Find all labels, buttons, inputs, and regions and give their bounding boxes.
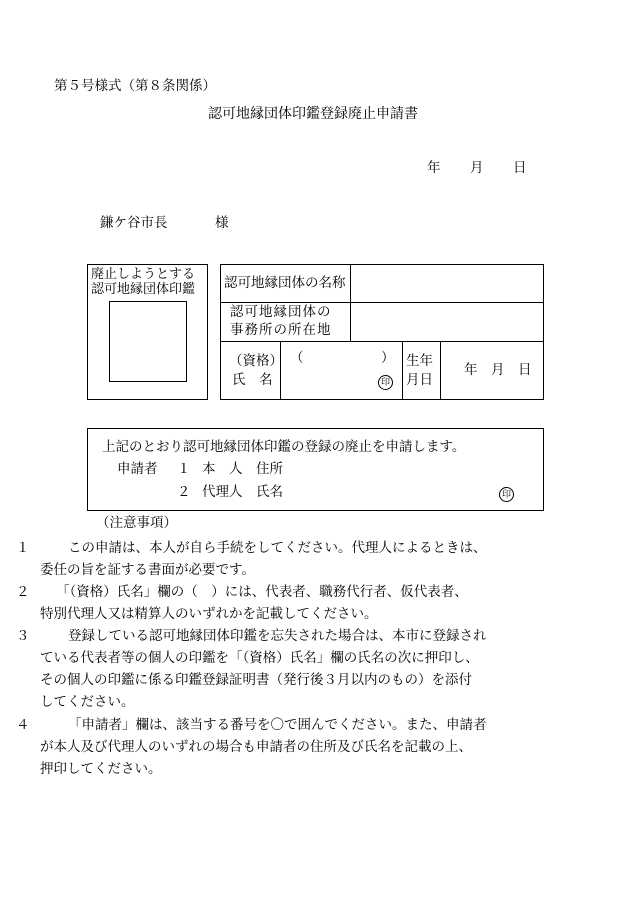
- seal-box-label-line2: 認可地縁団体印鑑: [91, 282, 196, 297]
- note-number: ４: [16, 717, 30, 733]
- note-item-4: [16, 714, 568, 780]
- date-day-label: 日: [513, 160, 527, 176]
- office-address-field[interactable]: [352, 304, 542, 340]
- applicant-label: 申請者: [117, 461, 158, 477]
- applicant-seal-mark-icon: 印: [499, 487, 514, 502]
- form-number: 第５号様式（第８条関係）: [54, 78, 216, 94]
- note-item-2: [16, 581, 568, 625]
- note-item-3: [16, 625, 568, 713]
- qualification-paren-close: ）: [381, 350, 395, 366]
- note-line: 「申請者」欄は、該当する番号を〇で囲んでください。また、申請者: [68, 717, 487, 733]
- request-statement: 上記のとおり認可地縁団体印鑑の登録の廃止を申請します。: [102, 439, 466, 455]
- representative-name-field[interactable]: [282, 343, 400, 398]
- note-number: ２: [16, 584, 30, 600]
- note-line: が本人及び代理人のいずれの場合も申請者の住所及び氏名を記載の上、: [40, 739, 472, 755]
- group-name-label: 認可地縁団体の名称: [224, 275, 346, 291]
- note-line: この申請は、本人が自ら手続をしてください。代理人によるときは、: [68, 540, 487, 556]
- seal-box-label-line1: 廃止しようとする: [91, 267, 196, 282]
- note-number: １: [16, 540, 30, 556]
- representative-name-label: 氏 名: [232, 372, 273, 388]
- notes-heading: （注意事項）: [96, 515, 177, 531]
- office-address-label-2: 事務所の所在地: [230, 322, 332, 338]
- note-line: 「（資格）氏名」欄の（ ）には、代表者、職務代行者、仮代表者、: [56, 584, 468, 600]
- birth-label-2: 月日: [406, 372, 433, 388]
- office-address-label-1: 認可地縁団体の: [230, 304, 332, 320]
- note-line: ている代表者等の個人の印鑑を「（資格）氏名」欄の氏名の次に押印し、: [40, 650, 479, 666]
- note-line: してください。: [40, 694, 135, 710]
- group-name-field[interactable]: [352, 266, 542, 301]
- seal-mark-icon: 印: [378, 375, 393, 390]
- seal-impression-area[interactable]: [109, 301, 187, 382]
- applicant-option-1-number[interactable]: １: [177, 461, 191, 477]
- birth-label-1: 生年: [406, 353, 433, 369]
- addressee-name: 鎌ケ谷市長: [100, 215, 168, 231]
- seal-registration-box: [87, 264, 208, 400]
- addressee-honorific: 様: [215, 215, 229, 231]
- note-line: 押印してください。: [40, 761, 162, 777]
- applicant-option-1-label: 本 人 住所: [202, 461, 283, 477]
- date-month-label: 月: [470, 160, 484, 176]
- note-number: ３: [16, 628, 30, 644]
- note-line: 特別代理人又は精算人のいずれかを記載してください。: [40, 606, 378, 622]
- note-line: 登録している認可地縁団体印鑑を忘失された場合は、本市に登録され: [68, 628, 487, 644]
- date-year-label: 年: [427, 160, 441, 176]
- note-line: 委任の旨を証する書面が必要です。: [40, 562, 255, 578]
- qualification-paren-open: （: [290, 350, 304, 366]
- applicant-option-2-number[interactable]: ２: [177, 484, 191, 500]
- qualification-label: （資格）: [229, 353, 283, 369]
- note-item-1: [16, 537, 568, 581]
- applicant-option-2-label: 代理人 氏名: [202, 484, 283, 500]
- note-line: その個人の印鑑に係る印鑑登録証明書（発行後３月以内のもの）を添付: [40, 672, 472, 688]
- page-title: 認可地縁団体印鑑登録廃止申請書: [208, 106, 418, 122]
- birth-date-field[interactable]: 年 月 日: [464, 362, 532, 378]
